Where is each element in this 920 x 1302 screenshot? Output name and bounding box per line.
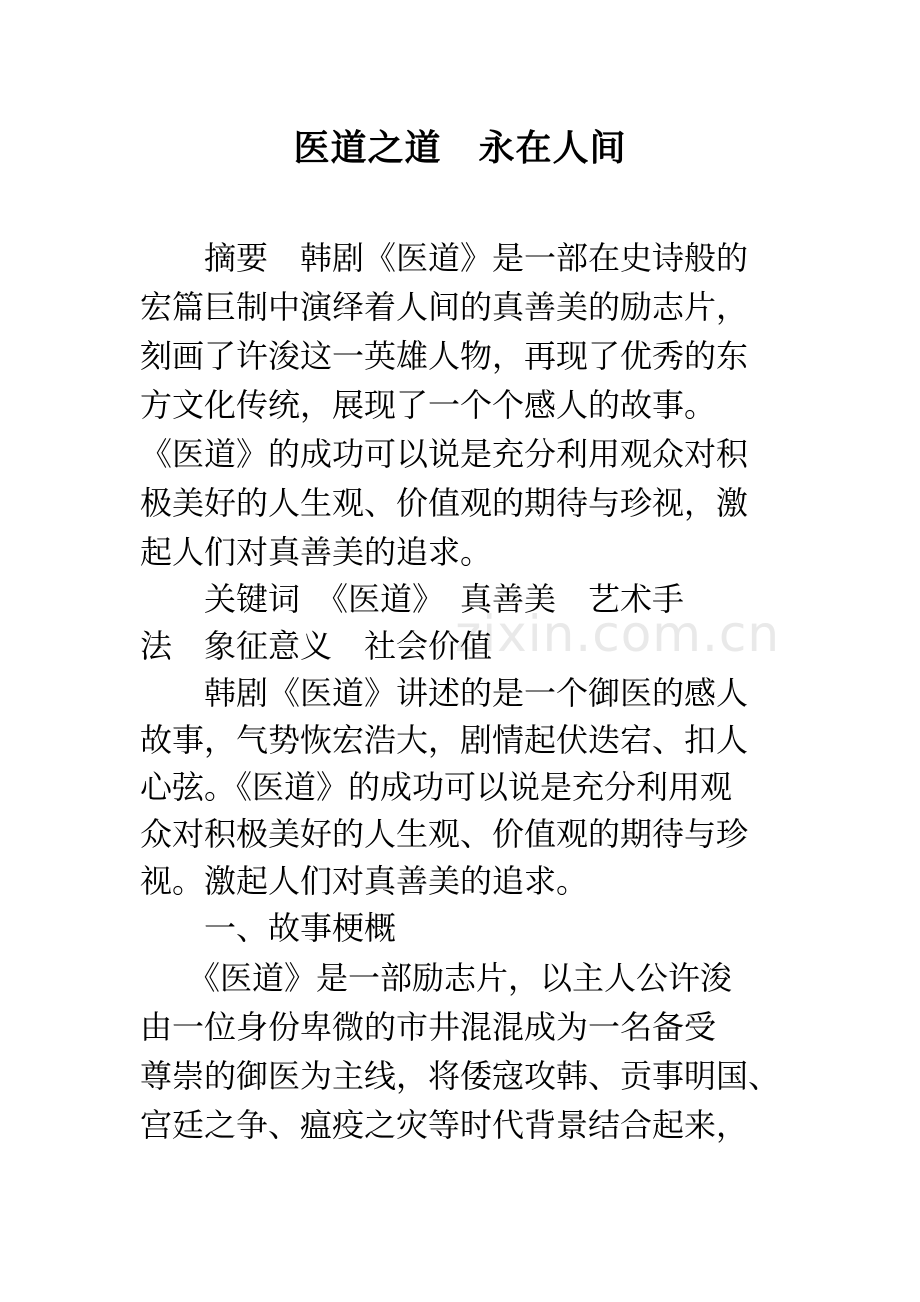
- body-line-19: 宫廷之争、瘟疫之灾等时代背景结合起来，: [140, 1106, 749, 1144]
- body-line-2: 宏篇巨制中演绎着人间的真善美的励志片，: [140, 288, 749, 326]
- body-line-18: 尊崇的御医为主线，将倭寇攻韩、贡事明国、: [140, 1057, 781, 1095]
- body-line-3: 刻画了许浚这一英雄人物，再现了优秀的东: [140, 337, 749, 375]
- keywords-line-1: 关键词 《医道》 真善美 艺术手: [140, 580, 685, 618]
- body-line-5: 《医道》的成功可以说是充分利用观众对积: [140, 435, 749, 473]
- body-line-6: 极美好的人生观、价值观的期待与珍视，激: [140, 484, 749, 522]
- body-line-13: 众对积极美好的人生观、价值观的期待与珍: [140, 815, 749, 853]
- body-line-12: 心弦。《医道》的成功可以说是充分利用观: [140, 768, 733, 806]
- body-line-7: 起人们对真善美的追求。: [140, 533, 493, 571]
- body-line-16: 《医道》是一部励志片，以主人公许浚: [140, 959, 733, 997]
- watermark-text: zixin.com.cn: [455, 605, 781, 663]
- body-line-11: 故事，气势恢宏浩大，剧情起伏迭宕、扣人: [140, 721, 749, 759]
- body-line-1: 摘要 韩剧《医道》是一部在史诗般的: [140, 239, 749, 277]
- keywords-line-2: 法 象征意义 社会价值: [140, 627, 493, 665]
- document-title: 医道之道 永在人间: [293, 127, 627, 169]
- section-heading: 一、故事梗概: [140, 909, 397, 947]
- body-line-10: 韩剧《医道》讲述的是一个御医的感人: [140, 674, 749, 712]
- body-line-14: 视。激起人们对真善美的追求。: [140, 862, 589, 900]
- body-line-17: 由一位身份卑微的市井混混成为一名备受: [140, 1008, 717, 1046]
- body-line-4: 方文化传统，展现了一个个感人的故事。: [140, 386, 717, 424]
